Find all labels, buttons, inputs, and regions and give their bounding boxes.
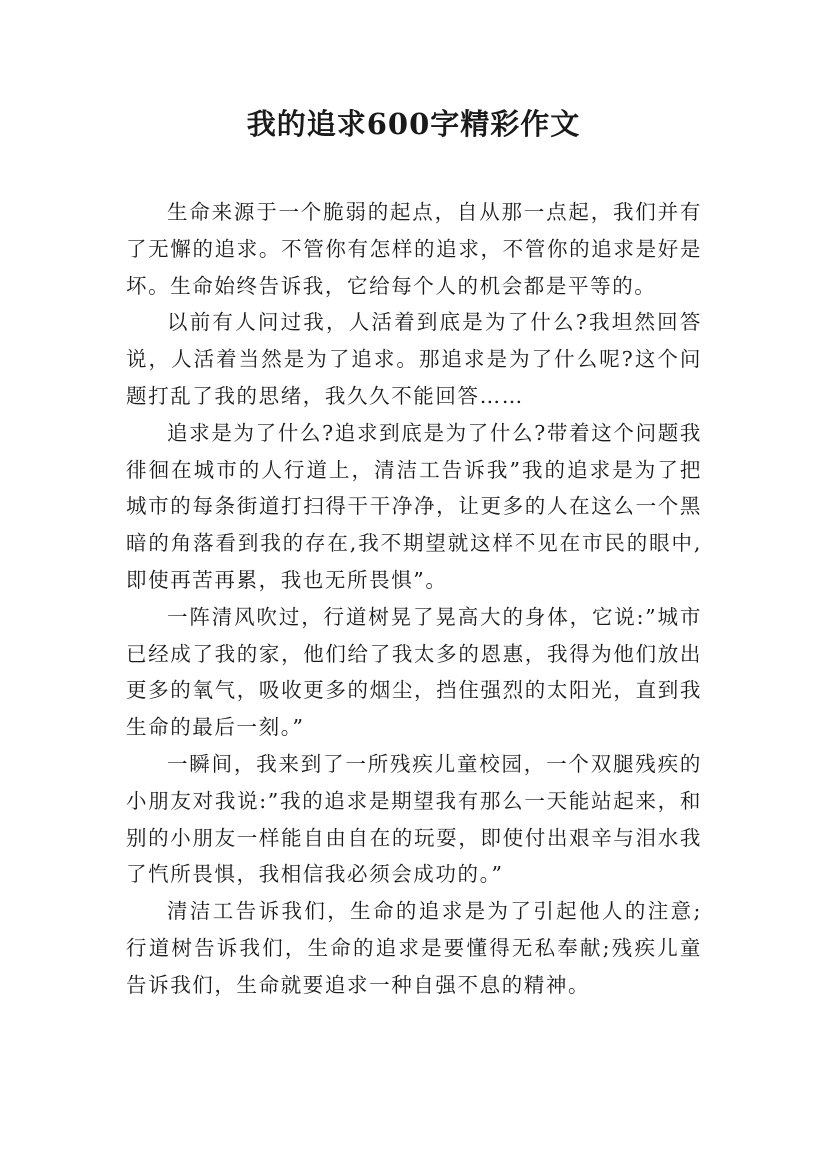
paragraph-1: 生命来源于一个脆弱的起点，自从那一点起，我们并有了无懈的追求。不管你有怎样的追求，不管你的追求是好是坏。生命始终告诉我，它给每个人的机会都是平等的。	[126, 200, 702, 298]
paragraph-2: 以前有人问过我，人活着到底是为了什么?我坦然回答说，人活着当然是为了追求。那追求是为了什么呢?这个问题打乱了我的思绪，我久久不能回答……	[126, 310, 702, 408]
paragraph-3: 追求是为了什么?追求到底是为了什么?带着这个问题我徘徊在城市的人行道上，清洁工告诉我”我的追求是为了把城市的每条街道打扫得干干净净，让更多的人在这么一个黑暗的角落看到我的存在,我不期望就这样不见在市民的眼中,即使再苦再累，我也无所畏惧”。	[126, 420, 702, 592]
paragraph-5: 一瞬间，我来到了一所残疾儿童校园，一个双腿残疾的小朋友对我说:”我的追求是期望我有那么一天能站起来，和别的小朋友一样能自由自在的玩耍，即使付出艰辛与泪水我了忾所畏惧，我相信我必须会成功的。”	[126, 751, 702, 887]
paragraph-6: 清洁工告诉我们，生命的追求是为了引起他人的注意;行道树告诉我们，生命的追求是要懂得无私奉献;残疾儿童告诉我们，生命就要追求一种自强不息的精神。	[126, 899, 702, 997]
document-title: 我的追求600字精彩作文	[246, 107, 581, 141]
paragraph-4: 一阵清风吹过，行道树晃了晃高大的身体，它说:”城市已经成了我的家，他们给了我太多的恩惠，我得为他们放出更多的氧气，吸收更多的烟尘，挡住强烈的太阳光，直到我生命的最后一刻。”	[126, 604, 702, 740]
document-body	[126, 194, 702, 1004]
